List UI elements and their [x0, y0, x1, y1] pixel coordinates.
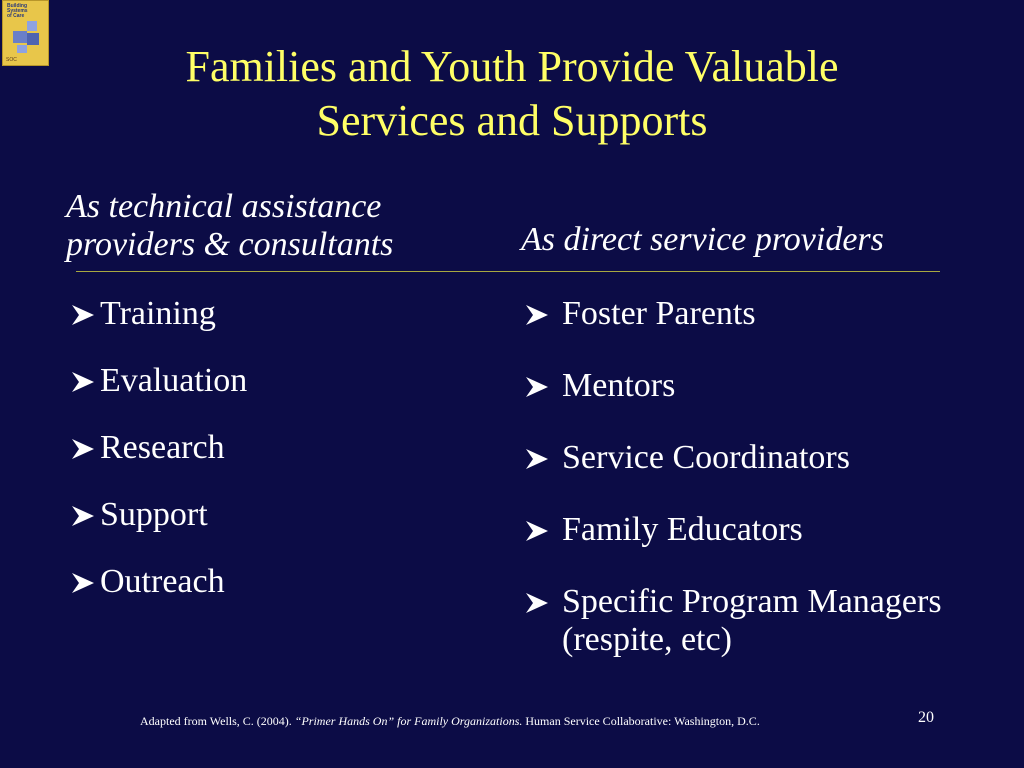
- list-item-label: Mentors: [562, 367, 676, 404]
- list-item-label: Specific Program Managers (respite, etc): [562, 583, 942, 658]
- arrow-bullet-icon: [524, 448, 550, 470]
- logo-caption: SOC: [6, 57, 17, 63]
- list-item: [70, 563, 247, 630]
- arrow-bullet-icon: [70, 505, 96, 527]
- left-heading-line1: As technical assistance: [66, 188, 382, 225]
- list-item: [70, 295, 247, 362]
- logo-text: Building Systems of Care: [7, 3, 28, 19]
- list-item: [524, 583, 982, 658]
- list-item-label: Family Educators: [562, 511, 803, 548]
- arrow-bullet-icon: [524, 520, 550, 542]
- logo-square: [17, 45, 27, 53]
- list-item-label: Support: [100, 496, 208, 533]
- citation-footer: [140, 714, 760, 729]
- citation-suffix: Human Service Collaborative: Washington, D.C.: [522, 714, 760, 728]
- list-item: [70, 496, 247, 563]
- list-item-label: Training: [100, 295, 216, 332]
- list-item-label: Outreach: [100, 563, 225, 600]
- list-item: [70, 362, 247, 429]
- list-item: [524, 511, 982, 583]
- left-column-heading: [66, 188, 486, 264]
- arrow-bullet-icon: [70, 438, 96, 460]
- arrow-bullet-icon: [70, 371, 96, 393]
- logo-square: [27, 33, 39, 45]
- logo: [2, 0, 49, 66]
- citation-title: “Primer Hands On” for Family Organizations.: [294, 714, 523, 728]
- slide-title-line1: Families and Youth Provide Valuable: [185, 42, 839, 91]
- list-item: [70, 429, 247, 496]
- arrow-bullet-icon: [70, 572, 96, 594]
- arrow-bullet-icon: [524, 376, 550, 398]
- left-heading-line2: providers & consultants: [66, 226, 394, 263]
- slide-title-line2: Services and Supports: [316, 96, 708, 145]
- right-column-heading: As direct service providers: [521, 221, 884, 258]
- divider-line: [76, 271, 940, 272]
- logo-square: [27, 21, 37, 31]
- list-item: [524, 439, 982, 511]
- list-item-label: Research: [100, 429, 225, 466]
- logo-square: [13, 31, 27, 43]
- list-item-label: Foster Parents: [562, 295, 756, 332]
- arrow-bullet-icon: [70, 304, 96, 326]
- right-bullet-list: [524, 295, 982, 658]
- list-item: [524, 367, 982, 439]
- list-item: [524, 295, 982, 367]
- citation-prefix: Adapted from Wells, C. (2004).: [140, 714, 295, 728]
- list-item-label: Evaluation: [100, 362, 248, 399]
- arrow-bullet-icon: [524, 304, 550, 326]
- list-item-label: Service Coordinators: [562, 439, 850, 476]
- arrow-bullet-icon: [524, 592, 550, 614]
- page-number: 20: [918, 709, 934, 726]
- left-bullet-list: [70, 295, 247, 630]
- slide-title: [60, 40, 964, 148]
